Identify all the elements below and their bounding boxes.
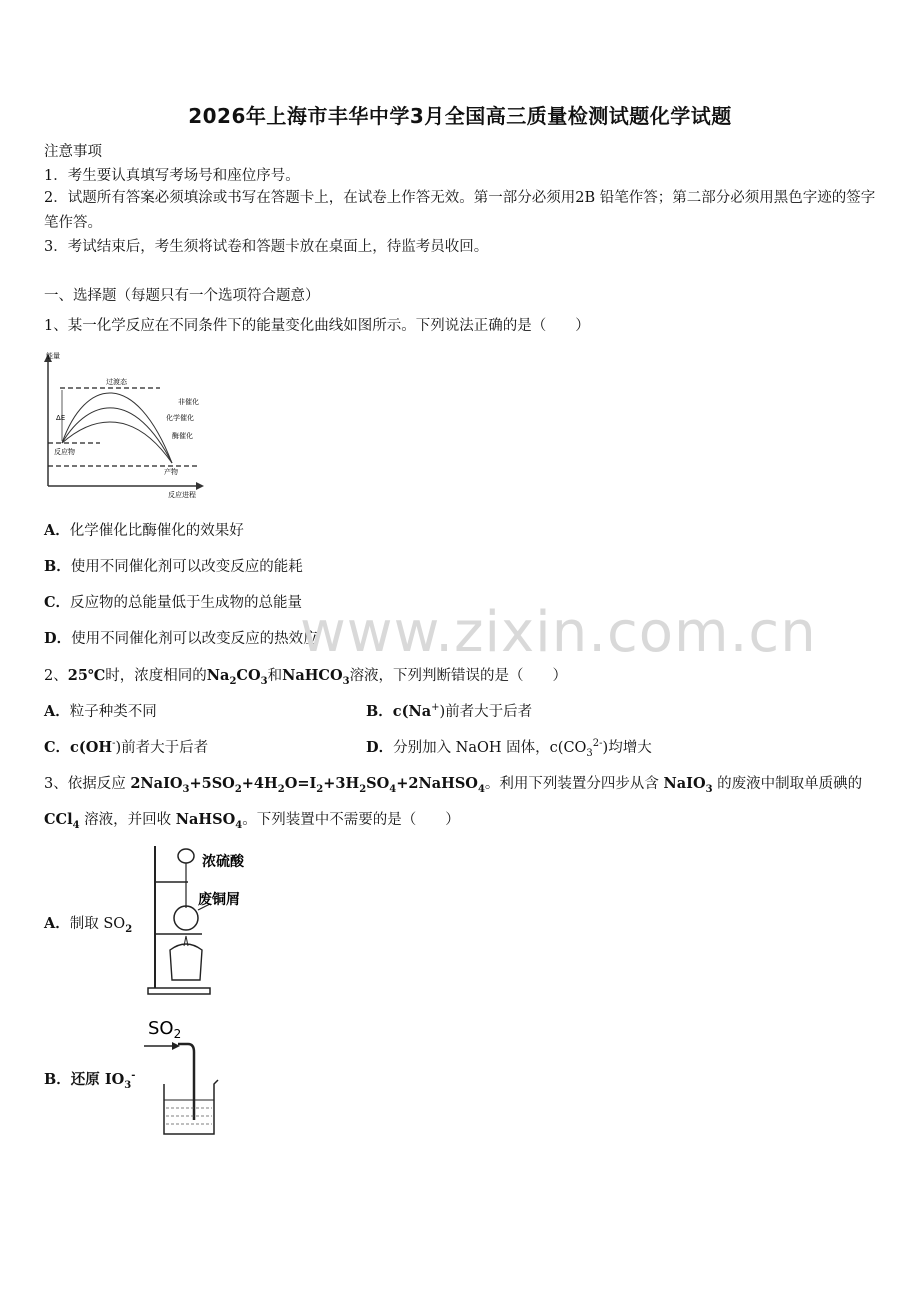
question-3-line-2: CCl$_4$ 溶液，并回收 NaHSO$_4$。下列装置中不需要的是（ ）: [44, 811, 460, 831]
so2-reduction-apparatus: [140, 1012, 230, 1142]
q1-option-a[interactable]: A．化学催化比酶催化的效果好: [44, 522, 244, 539]
q1-option-d[interactable]: D．使用不同催化剂可以改变反应的热效应: [44, 630, 318, 647]
delta-label: ΔE: [56, 414, 66, 422]
energy-diagram: [40, 348, 210, 503]
round-flask: [174, 906, 198, 930]
product-label: 产物: [164, 468, 178, 476]
reactant-label: 反应物: [54, 448, 75, 456]
dropping-funnel: [178, 849, 194, 863]
x-axis-label: 反应进程: [168, 491, 196, 499]
q2-option-c[interactable]: C．c(OH-)前者大于后者: [44, 738, 209, 756]
x-axis-arrow: [196, 482, 204, 490]
delivery-tube: [178, 1044, 194, 1120]
so2-generator-apparatus: [140, 842, 260, 997]
alcohol-lamp: [170, 944, 202, 980]
q2-option-a[interactable]: A．粒子种类不同: [44, 703, 157, 720]
y-axis-label: 能量: [46, 352, 60, 360]
curve-label-1: 非催化: [178, 398, 199, 406]
q2-option-b[interactable]: B．c(Na+)前者大于后者: [366, 702, 533, 720]
beaker: [164, 1080, 218, 1134]
question-2-stem: 2、25℃时，浓度相同的$Na_2CO_3$和NaHCO$_3$溶液，下列判断错误的是（ ）: [44, 667, 568, 687]
notice-item-2: 2．试题所有答案必须填涂或书写在答题卡上，在试卷上作答无效。第一部分必须用2B 铅笔作答；第二部分必须用黑色字迹的签字笔作答。: [44, 190, 876, 231]
q1-option-b[interactable]: B．使用不同催化剂可以改变反应的能耗: [44, 558, 303, 575]
reagent-label-copper: 废铜屑: [198, 892, 240, 908]
page-title: 2026年上海市丰华中学3月全国高三质量检测试题化学试题: [188, 104, 732, 128]
notice-item-3: 3．考试结束后，考生须将试卷和答题卡放在桌面上，待监考员收回。: [44, 239, 489, 255]
q2-option-d[interactable]: D．分别加入 NaOH 固体，$c(CO_3^{2-})$均增大: [366, 738, 652, 759]
stand-base: [148, 988, 210, 994]
watermark: www.zixin.com.cn: [300, 600, 817, 665]
curve-chemical-catalysed: [62, 408, 172, 463]
reagent-label-acid: 浓硫酸: [202, 854, 244, 870]
q1-option-c[interactable]: C．反应物的总能量低于生成物的总能量: [44, 594, 303, 611]
curve-label-3: 酶催化: [172, 432, 193, 440]
so2-gas-label: $SO_2$: [148, 1018, 182, 1041]
notice-heading: 注意事项: [44, 144, 102, 160]
curve-noncatalysed: [62, 393, 172, 463]
question-3-line-1: 3、依据反应 $2NaIO_3+5SO_2+4H_2O=I_2+3H_2SO_4+2NaHSO_4$。利用下列装置分四步从含 NaIO$_3$ 的废液中制取单质碘的: [44, 775, 863, 795]
q3-option-a[interactable]: A．制取 $SO_2$: [44, 915, 133, 935]
notice-item-1: 1．考生要认真填写考场号和座位序号。: [44, 168, 300, 184]
transition-label: 过渡态: [106, 378, 127, 386]
q3-option-b[interactable]: B．还原 $IO_3^-$: [44, 1070, 136, 1091]
curve-label-2: 化学催化: [166, 414, 194, 422]
section-heading: 一、选择题（每题只有一个选项符合题意）: [44, 288, 320, 304]
question-1-stem: 1、某一化学反应在不同条件下的能量变化曲线如图所示。下列说法正确的是（ ）: [44, 318, 590, 334]
